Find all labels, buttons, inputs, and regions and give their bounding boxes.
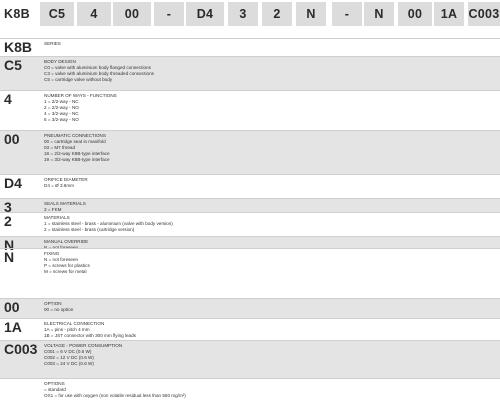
code-cell-8: N: [296, 2, 326, 26]
legend-description: [44, 301, 496, 313]
legend-title: NUMBER OF WAYS - FUNCTIONS: [44, 93, 117, 98]
code-cell-3: 00: [113, 2, 151, 26]
legend-option: C001 = 6 V DC (0.6 W): [44, 349, 92, 355]
legend-code: C5: [4, 57, 22, 73]
legend-option: N = not foreseen: [44, 257, 79, 263]
legend-description: [44, 59, 496, 83]
legend-option: 2 = 2/2-way - NO: [44, 105, 79, 111]
legend-title: FIXING: [44, 251, 60, 256]
legend-option: 00 = no option: [44, 307, 74, 313]
legend-option: 1A = pins - pitch 4 mm: [44, 327, 90, 333]
legend-option: M = screws for metal: [44, 269, 87, 275]
legend-option: 1B = JST connector with 300 mm flying leads: [44, 333, 136, 339]
code-cell-2: 4: [77, 2, 111, 26]
legend-option: 4 = 3/2-way - NC: [44, 111, 79, 117]
legend-description: [44, 93, 496, 123]
legend-code: 1A: [4, 319, 22, 335]
legend-row: [0, 340, 500, 378]
legend-code: D4: [4, 175, 22, 191]
legend-code: 2: [4, 213, 12, 229]
legend-option: OX1 = for use with oxygen (non volatile residual less than 550 mg/m²): [44, 393, 186, 399]
legend-title: ORIFICE DIAMETER: [44, 177, 88, 182]
legend-option: D4 = Ø 3.6mm: [44, 183, 74, 189]
legend-title: SERIES: [44, 41, 61, 46]
legend-row: [0, 174, 500, 198]
legend-description: [44, 41, 496, 47]
legend-title: ELECTRICAL CONNECTION: [44, 321, 105, 326]
legend-description: [44, 251, 496, 275]
code-cell-6: 3: [228, 2, 258, 26]
legend-option: 5 = 3/2-way - NO: [44, 117, 79, 123]
legend-option: C3 = valve with aluminium body threaded connections: [44, 71, 154, 77]
legend-option: C0 = valve with aluminium body flanged connections: [44, 65, 151, 71]
code-cell-0: K8B: [4, 7, 30, 21]
legend-option: 1 = 2/2-way - NC: [44, 99, 79, 105]
code-cell-1: C5: [40, 2, 74, 26]
legend-description: [44, 215, 496, 233]
legend-code: 00: [4, 299, 20, 315]
code-cell-5: D4: [186, 2, 224, 26]
legend-code: N: [4, 237, 15, 253]
legend-option: N = not foreseen: [44, 245, 79, 251]
legend-description: [44, 177, 496, 189]
legend-title: VOLTAGE - POWER CONSUMPTION: [44, 343, 123, 348]
legend-option: C002 = 12 V DC (0.6 W): [44, 355, 94, 361]
legend-row: [0, 38, 500, 56]
legend-option: 19 = 3/2-way K8B-type interface: [44, 157, 110, 163]
code-cell-13: C003: [468, 2, 500, 26]
legend-title: OPTION: [44, 301, 62, 306]
legend-option: 03 = M7 thread: [44, 145, 76, 151]
legend-title: MANUAL OVERRIDE: [44, 239, 89, 244]
legend-row: [0, 298, 500, 318]
legend-description: [44, 321, 496, 339]
legend-title: PNEUMATIC CONNECTIONS: [44, 133, 106, 138]
legend-row: [0, 56, 500, 90]
legend-option: = standard: [44, 387, 66, 393]
legend-row: [0, 212, 500, 236]
code-cell-11: 00: [398, 2, 432, 26]
legend-description: [44, 381, 496, 399]
legend-title: BODY DESIGN: [44, 59, 76, 64]
legend-row: [0, 318, 500, 340]
legend-option: 1 = stainless steel - brass - aluminium (valve with body version): [44, 221, 173, 227]
legend-option: 18 = 2/2-way K8B-type interface: [44, 151, 110, 157]
code-cell-7: 2: [262, 2, 292, 26]
legend-code: N: [4, 249, 15, 265]
legend-code: K8B: [4, 39, 33, 55]
legend-code: 00: [4, 131, 20, 147]
legend-option: 00 = cartridge seat in manifold: [44, 139, 106, 145]
legend-option: C5 = cartridge valve without body: [44, 77, 113, 83]
legend-row: [0, 90, 500, 130]
code-cell-12: 1A: [434, 2, 464, 26]
legend-option: 3 = FKM: [44, 207, 62, 213]
code-cell-10: N: [364, 2, 394, 26]
legend-description: [44, 133, 496, 163]
legend-option: P = screws for plastics: [44, 263, 90, 269]
code-cell-4: -: [154, 2, 184, 26]
legend-code: C003: [4, 341, 38, 357]
legend-title: SEALS MATERIALS: [44, 201, 86, 206]
legend-code: 4: [4, 91, 12, 107]
legend-row: [0, 236, 500, 253]
legend-row: [0, 198, 500, 215]
legend-title: OPTIONS: [44, 381, 65, 386]
code-bar: [0, 0, 500, 30]
code-cell-9: -: [332, 2, 362, 26]
legend-code: 3: [4, 199, 12, 215]
legend-row: [0, 378, 500, 406]
legend-option: 2 = stainless steel - brass (cartridge version): [44, 227, 135, 233]
legend-description: [44, 343, 496, 367]
legend-option: C003 = 24 V DC (0.6 W): [44, 361, 94, 367]
legend-row: [0, 248, 500, 298]
legend-row: [0, 130, 500, 174]
legend-title: MATERIALS: [44, 215, 70, 220]
